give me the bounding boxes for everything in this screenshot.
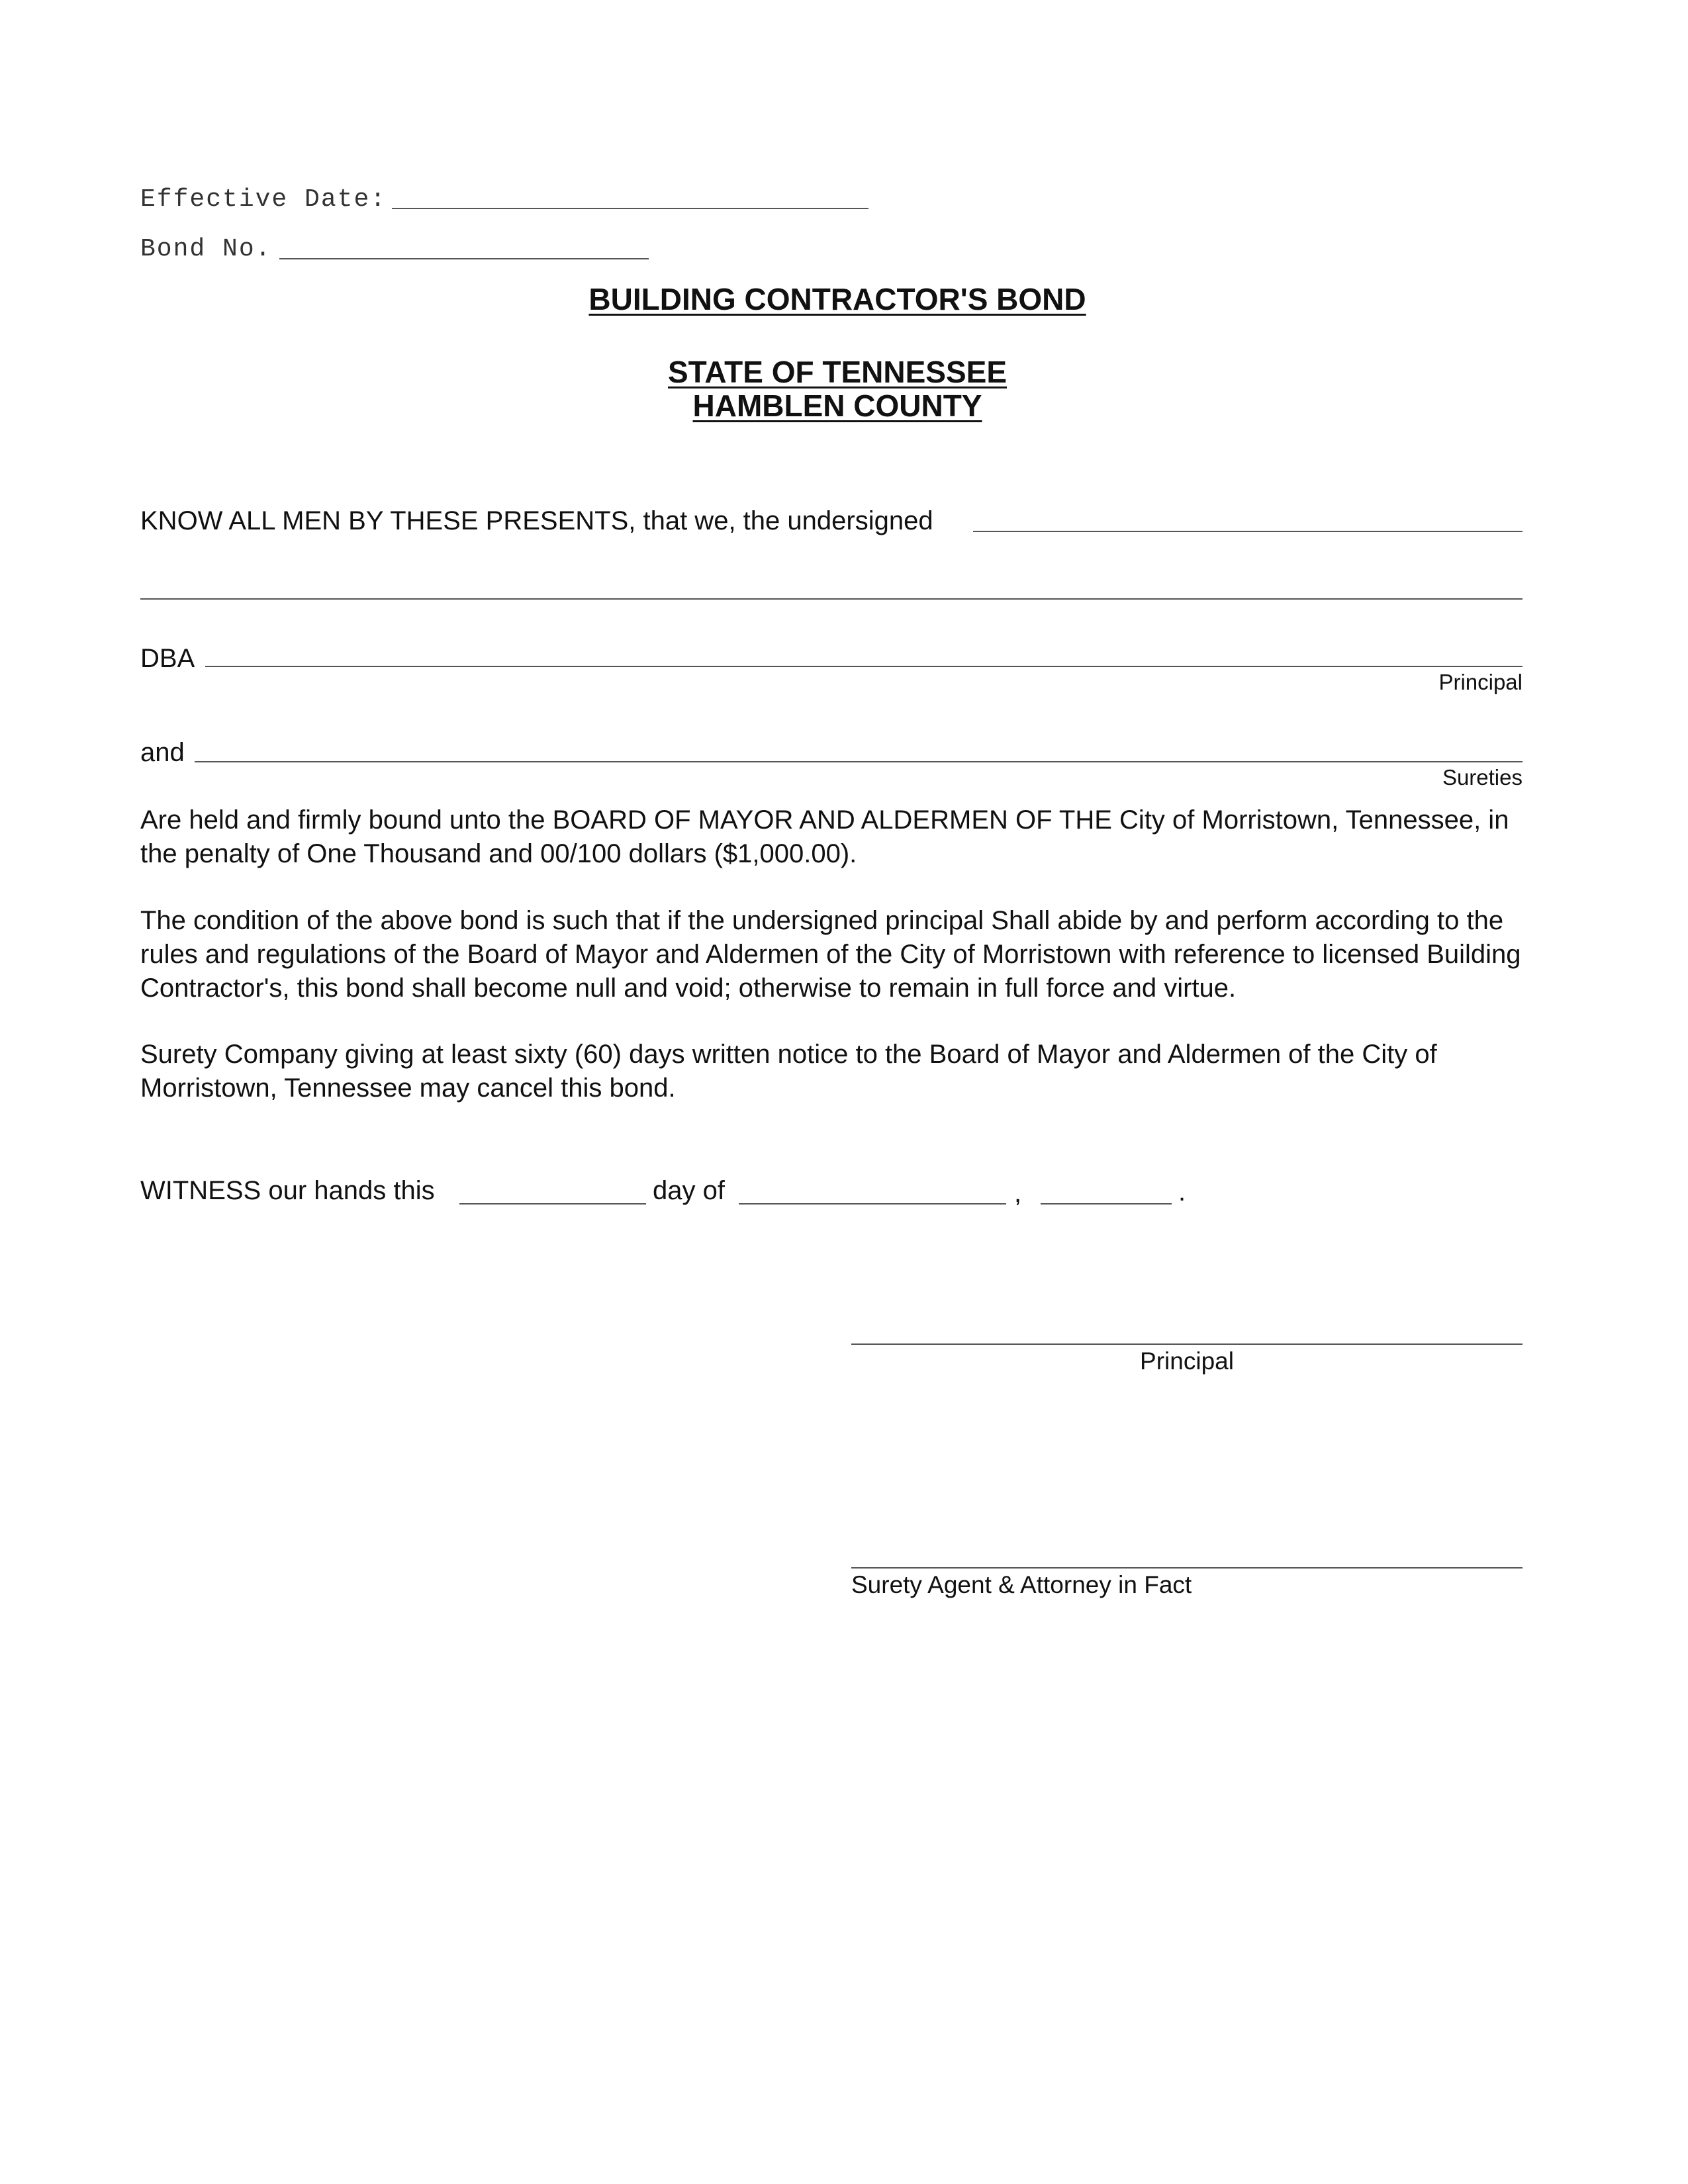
state-title: STATE OF TENNESSEE — [667, 355, 1008, 389]
principal-caption: Principal — [1438, 670, 1523, 694]
principal-signature-label: Principal — [1140, 1347, 1234, 1375]
county-title: HAMBLEN COUNTY — [692, 388, 982, 423]
and-label: and — [140, 738, 185, 767]
document-title: BUILDING CONTRACTOR'S BOND — [588, 282, 1086, 316]
held-bound-paragraph: Are held and firmly bound unto the BOARD OF MAYOR AND ALDERMEN OF THE City of Morristown, Tennessee, in the penalty of One Thousand and 00/100 dollars ($1,000.00). — [140, 805, 1509, 868]
witness-day-line[interactable] — [459, 1203, 646, 1205]
cancel-paragraph: Surety Company giving at least sixty (60) days written notice to the Board of Mayor and Aldermen of the City of Morristown, Tennessee may cancel this bond. — [140, 1040, 1437, 1103]
surety-signature-label: Surety Agent & Attorney in Fact — [851, 1571, 1192, 1598]
surety-signature-line[interactable] — [851, 1567, 1523, 1569]
witness-year-line[interactable] — [1041, 1203, 1172, 1205]
witness-comma: , — [1014, 1179, 1022, 1208]
witness-period: . — [1178, 1177, 1186, 1206]
sureties-line[interactable] — [195, 761, 1523, 762]
condition-paragraph: The condition of the above bond is such that if the undersigned principal Shall abide by and perform according to the rules and regulations of the Board of Mayor and Aldermen of the City of Morristown with reference to licensed Building Contractor's, this bond shall become null and void; otherwise to remain in full force and virtue. — [140, 906, 1521, 1003]
undersigned-line[interactable] — [973, 531, 1523, 532]
witness-month-line[interactable] — [739, 1203, 1006, 1205]
effective-date-label: Effective Date: — [140, 185, 387, 214]
day-of-text: day of — [653, 1176, 725, 1205]
sureties-caption: Sureties — [1442, 765, 1523, 790]
undersigned-line-2[interactable] — [140, 598, 1523, 600]
effective-date-line[interactable] — [392, 208, 868, 209]
bond-no-label: Bond No. — [140, 235, 272, 263]
dba-label: DBA — [140, 644, 195, 673]
principal-signature-line[interactable] — [851, 1343, 1523, 1345]
know-all-men-text: KNOW ALL MEN BY THESE PRESENTS, that we, the undersigned — [140, 506, 933, 535]
bond-no-line[interactable] — [279, 258, 649, 259]
dba-line[interactable] — [205, 666, 1523, 667]
witness-text: WITNESS our hands this — [140, 1176, 435, 1205]
